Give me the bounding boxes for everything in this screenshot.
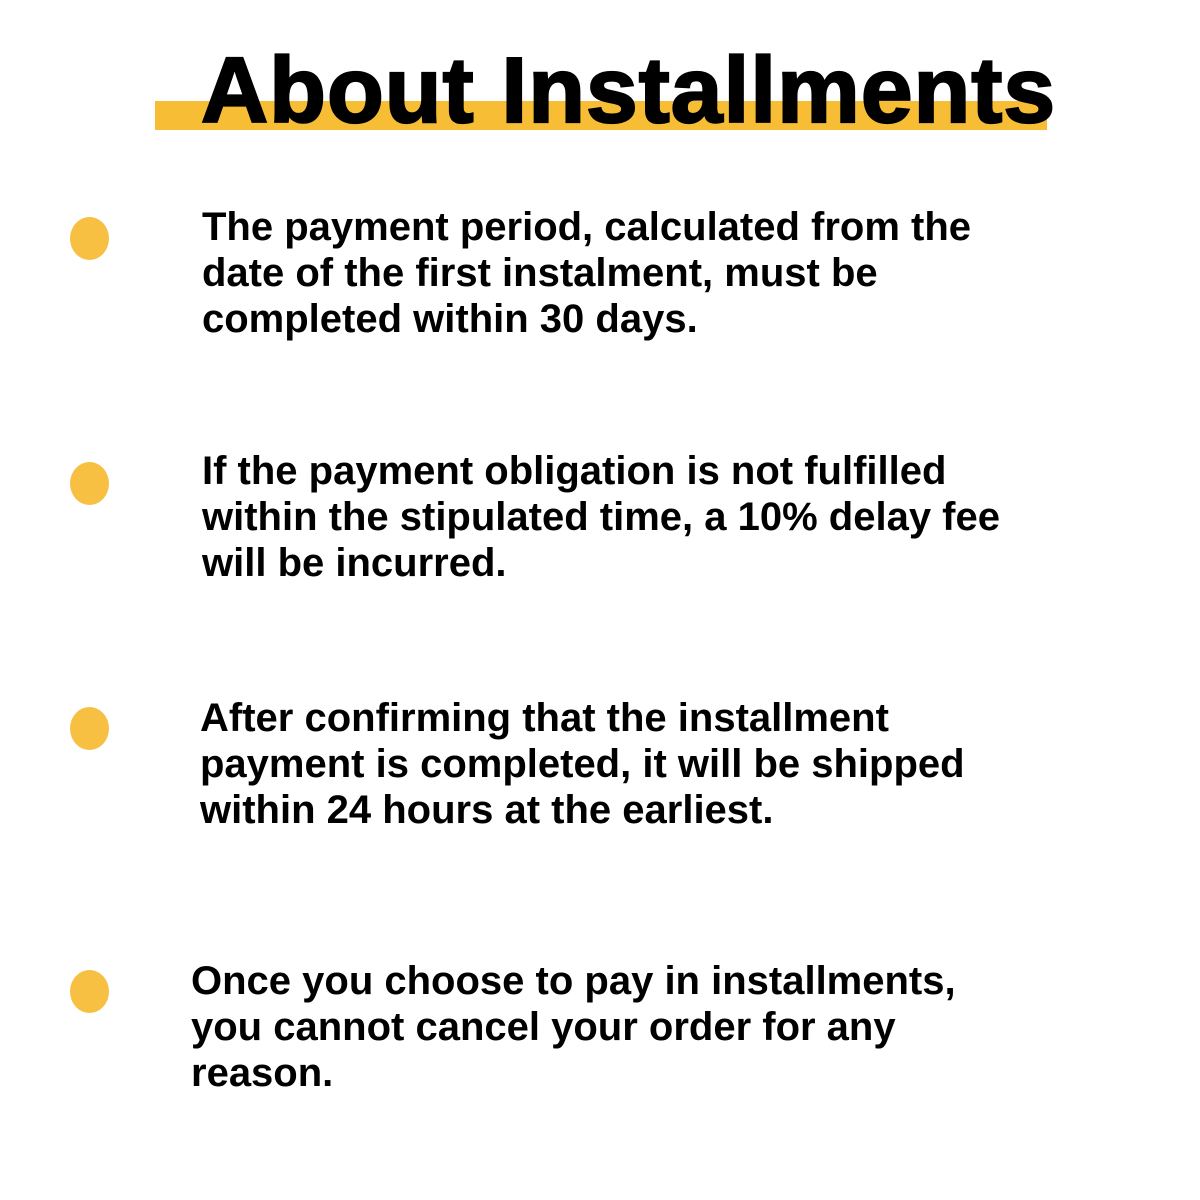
bullet-dot (70, 707, 109, 750)
bullet-line: payment is completed, it will be shipped (200, 742, 965, 786)
bullet-item-shipping (200, 695, 965, 833)
bullet-line: will be incurred. (202, 541, 507, 585)
bullet-line: you cannot cancel your order for any (191, 1005, 896, 1049)
bullet-dot (70, 217, 109, 260)
bullet-line: completed within 30 days. (202, 297, 698, 341)
bullet-line: If the payment obligation is not fulfilled (202, 449, 947, 493)
bullet-line: After confirming that the installment (200, 696, 889, 740)
bullet-line: reason. (191, 1051, 334, 1095)
bullet-item-delay-fee (202, 448, 1000, 586)
bullet-line: within 24 hours at the earliest. (200, 788, 774, 832)
bullet-item-no-cancellation (191, 958, 956, 1096)
bullet-line: The payment period, calculated from the (202, 205, 972, 249)
bullet-line: date of the first instalment, must be (202, 251, 878, 295)
bullet-line: Once you choose to pay in installments, (191, 959, 956, 1003)
bullet-line: within the stipulated time, a 10% delay fee (202, 495, 1000, 539)
bullet-dot (70, 462, 109, 505)
page-title: About Installments (201, 38, 1057, 142)
bullet-item-payment-period (202, 204, 971, 342)
bullet-dot (70, 970, 109, 1013)
